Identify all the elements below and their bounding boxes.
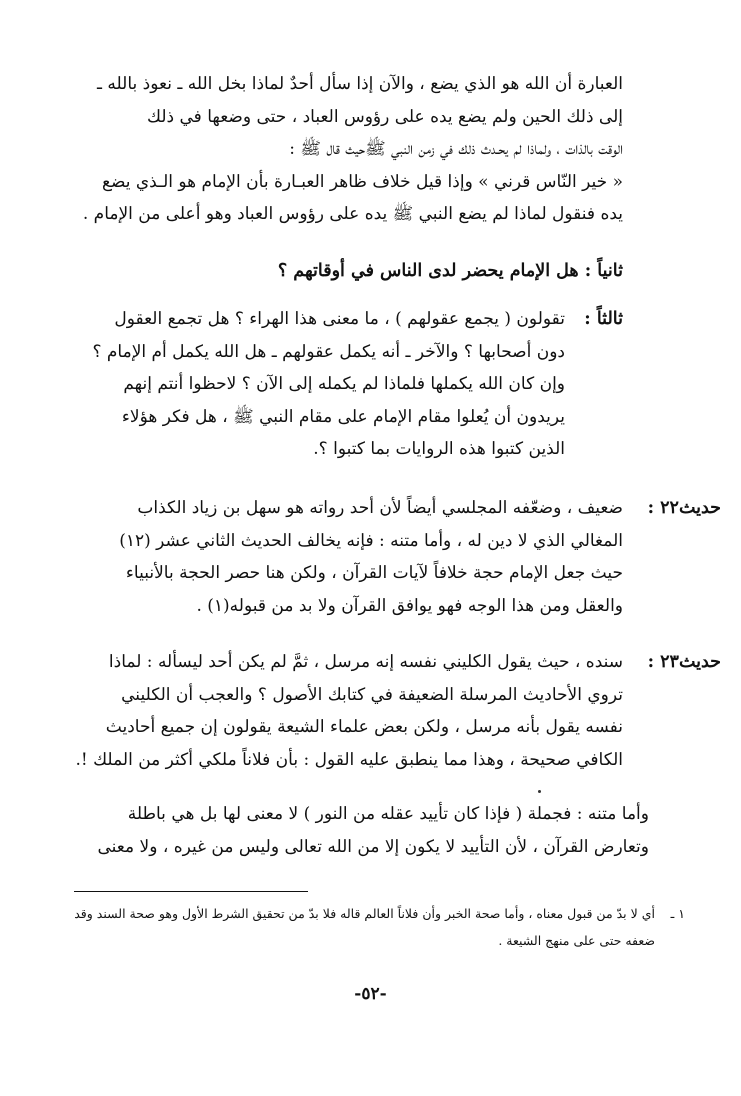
text-line: وتعارض القرآن ، لأن التأييد لا يكون إلا من الله تعالى وليس من غيره ، ولا معنى xyxy=(97,836,649,857)
second-point xyxy=(60,256,623,286)
second-point-label: ثانياً : xyxy=(584,261,623,281)
text-line: سنده ، حيث يقول الكليني نفسه إنه مرسل ، ثمَّ لم يكن أحد ليسأله : لماذا xyxy=(108,652,623,672)
text-line: تقولون ( يجمع عقولهم ) ، ما معنى هذا الهراء ؟ هل تجمع العقول xyxy=(114,309,565,329)
text-line: يريدون أن يُعلوا مقام الإمام على مقام النبي ﷺ ، هل فكر هؤلاء xyxy=(121,406,565,427)
text-line: والعقل ومن هذا الوجه فهو يوافق القرآن ولا بد من قبوله(١) . xyxy=(196,595,623,616)
hadith-22-body xyxy=(60,492,623,622)
footnote-line: ضعفه حتى على منهج الشيعة . xyxy=(498,933,655,948)
ink-speck xyxy=(538,790,541,793)
text-line: حيث جعل الإمام حجة خلافاً لآيات القرآن ، ولكن هنا حصر الحجة بالأنبياء xyxy=(125,563,623,583)
text-line: وأما متنه : فجملة ( فإذا كان تأييد عقله من النور ) لا معنى لها بل هي باطلة xyxy=(127,804,649,824)
footnote-number: ١ ـ xyxy=(670,906,685,921)
second-point-text: هل الإمام يحضر لدى الناس في أوقاتهم ؟ xyxy=(277,261,579,281)
page-number: -٥٢- xyxy=(354,984,387,1004)
third-point-body xyxy=(60,303,565,466)
text-line: ضعيف ، وضعّفه المجلسي أيضاً لأن أحد رواته هو سهل بن زياد الكذاب xyxy=(137,498,623,518)
opening-paragraph xyxy=(60,68,623,231)
text-line: نفسه يقول بأنه مرسل ، ولكن بعض علماء الشيعة يقولون إن جميع أحاديث xyxy=(105,717,623,737)
text-line: المغالي الذي لا دين له ، وأما متنه : فإنه يخالف الحديث الثاني عشر (١٢) xyxy=(119,530,623,551)
hadith-23-label: حديث٢٣ : xyxy=(647,652,721,672)
text-line: دون أصحابها ؟ والآخر ـ أنه يكمل عقولهم ـ هل الله يكمل أم الإمام ؟ xyxy=(92,341,565,362)
text-line: إلى ذلك الحين ولم يضع يده على رؤوس العباد ، حتى وضعها في ذلك xyxy=(147,106,623,127)
text-line: الذين كتبوا هذه الروايات بما كتبوا ؟. xyxy=(313,439,565,459)
text-line: يده فنقول لماذا لم يضع النبي ﷺ يده على رؤوس العباد وهو أعلى من الإمام . xyxy=(82,204,623,224)
footnote-separator xyxy=(74,891,308,892)
text-line: الكافي صحيحة ، وهذا مما ينطبق عليه القول : بأن فلاناً ملكي أكثر من الملك !. xyxy=(75,749,623,770)
hadith-22-label: حديث٢٢ : xyxy=(647,498,721,518)
text-line: تروي الأحاديث المرسلة الضعيفة في كتابك الأصول ؟ والعجب أن الكليني xyxy=(121,684,623,705)
footnote-body xyxy=(46,900,655,954)
hadith-23-body xyxy=(60,646,623,776)
closing-paragraph xyxy=(60,798,649,863)
footnote-line: أي لا بدّ من قبول معناه ، وأما صحة الخبر وأن فلاناً العالم قاله فلا بدّ من تحقيق الشرط الأول وهو صحة السند وقد xyxy=(74,906,655,921)
third-point-label: ثالثاً : xyxy=(584,309,623,329)
text-line: وإن كان الله يكملها فلماذا لم يكمله إلى الآن ؟ لاحظوا أنتم إنهم xyxy=(123,374,565,394)
text-line: « خير النّاس قرني » وإذا قيل خلاف ظاهر العبـارة بأن الإمام هو الـذي يضع xyxy=(101,171,623,192)
text-line: العبارة أن الله هو الذي يضع ، والآن إذا سأل أحدٌ لماذا بخل الله ـ نعوذ بالله ـ xyxy=(97,74,623,94)
text-line: الوقت بالذات ، ولماذا لم يحـدث ذلك في زمن النبي ﷺحيث قال ﷺ : xyxy=(289,139,623,159)
